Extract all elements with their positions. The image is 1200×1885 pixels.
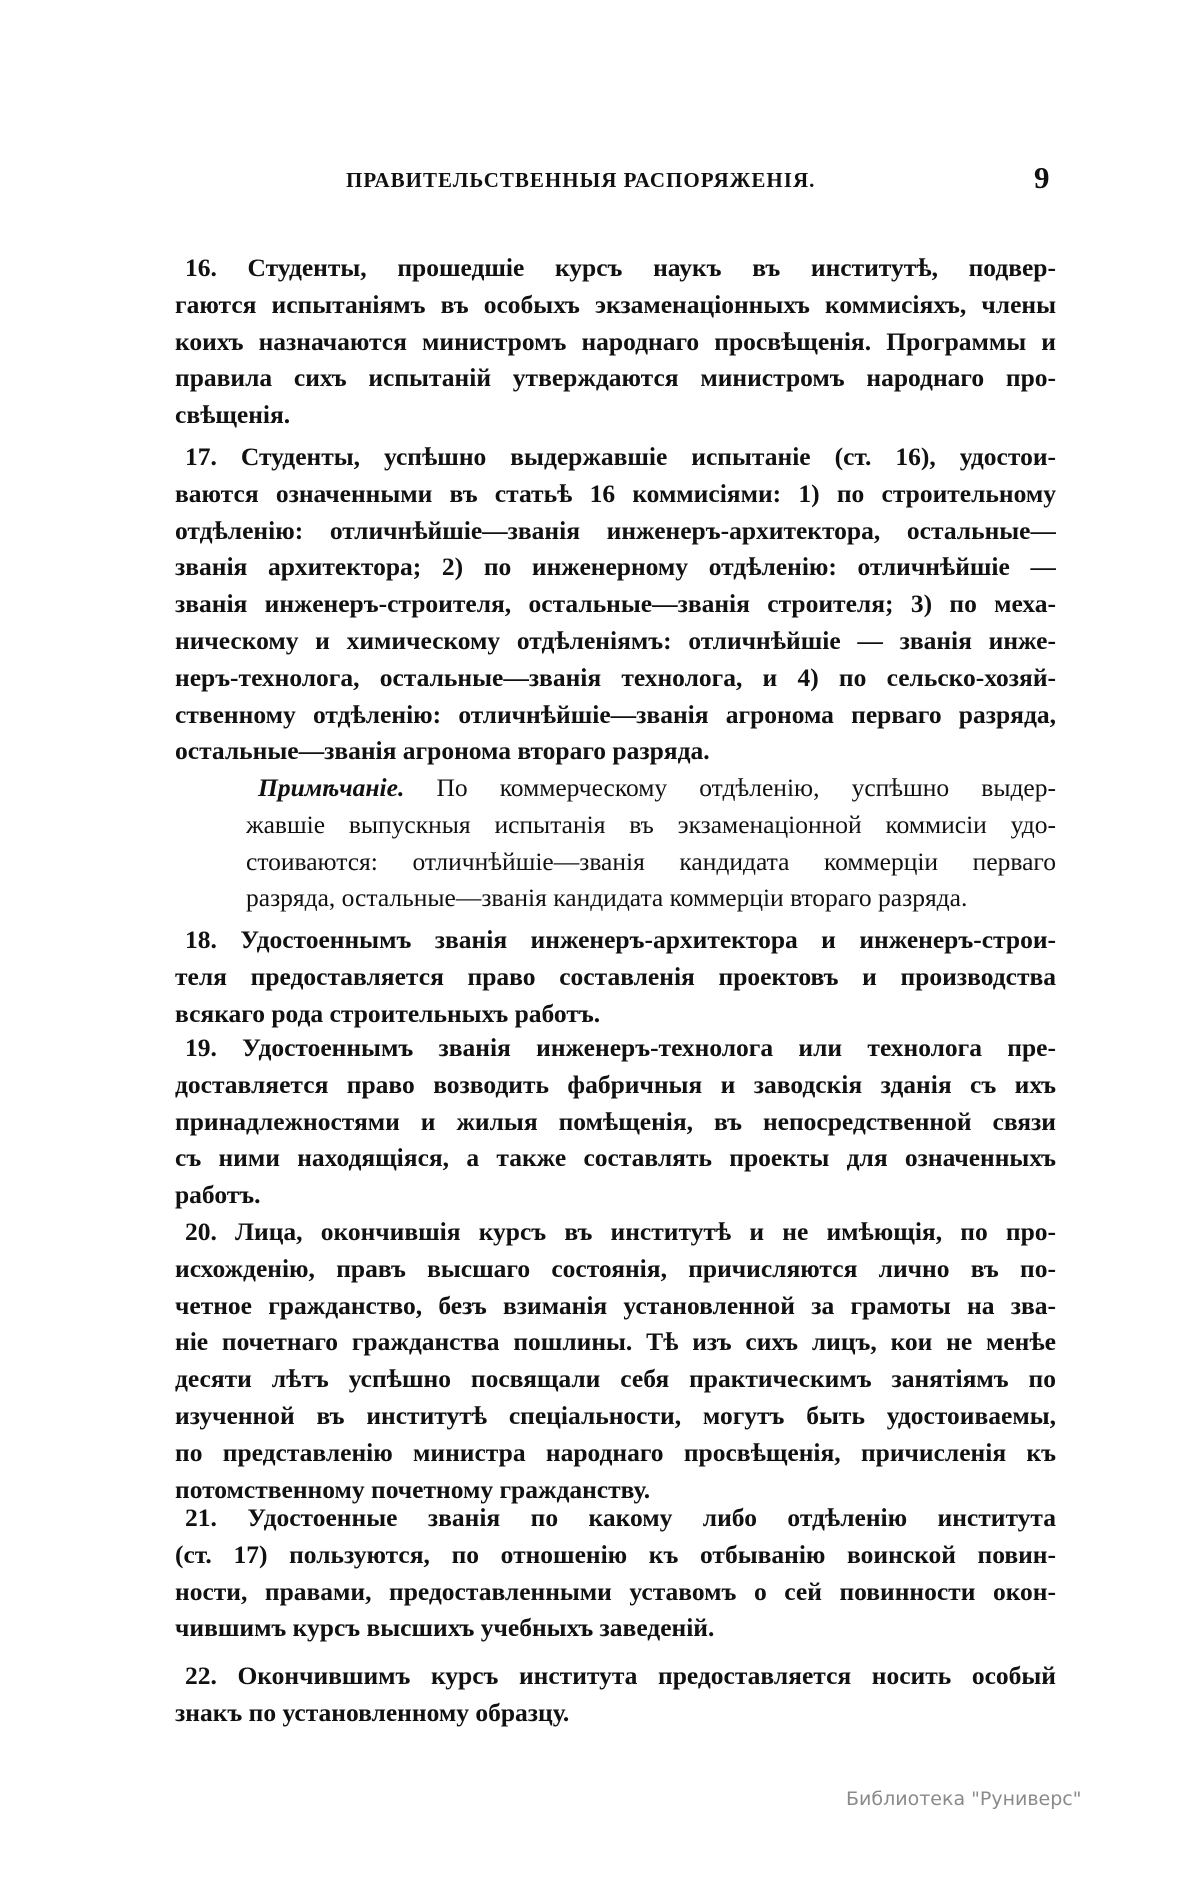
text-line: 19. Удостоеннымъ званія инженеръ-технолога или технолога пре- [185, 1033, 1056, 1062]
text-line: ническому и химическому отдѣленіямъ: отличнѣйшіе — званія инже- [175, 625, 1056, 655]
text-line: теля предоставляется право составленія проектовъ и производства [175, 961, 1056, 991]
text-line: гаются испытаніямъ въ особыхъ экзаменаціонныхъ коммисіяхъ, члены [175, 289, 1056, 319]
note-line: жавшіе выпускныя испытанія въ экзаменаціонной коммисіи удо- [246, 809, 1056, 839]
article-19 [175, 1030, 1056, 1214]
text-line: отдѣленію: отличнѣйшіе—званія инженеръ-архитектора, остальные— [175, 515, 1056, 545]
library-watermark: Библиотека "Руниверс" [846, 1788, 1082, 1810]
text-line: четное гражданство, безъ взиманія установленной за грамоты на зва- [175, 1290, 1056, 1320]
text-line: принадлежностями и жилыя помѣщенія, въ непосредственной связи [175, 1106, 1056, 1136]
text-line: 20. Лица, окончившія курсъ въ институтѣ и не имѣющія, по про- [185, 1217, 1056, 1246]
note-line: разряда, остальные—званія кандидата коммерціи втораго разряда. [246, 883, 968, 913]
text-line: 21. Удостоенные званія по какому либо отдѣленію института [185, 1503, 1056, 1532]
running-header: ПРАВИТЕЛЬСТВЕННЫЯ РАСПОРЯЖЕНІЯ. [346, 168, 816, 192]
article-18 [175, 922, 1056, 1032]
article-17 [175, 439, 1056, 770]
text-line: 17. Студенты, успѣшно выдержавшіе испытаніе (ст. 16), удостои- [185, 442, 1056, 471]
text-line: ности, правами, предоставленными уставомъ о сей повинности окон- [175, 1576, 1056, 1606]
note-line [246, 770, 1056, 807]
text-line: званія инженеръ-строителя, остальные—званія строителя; 3) по меха- [175, 589, 1056, 619]
text-line: доставляется право возводить фабричныя и заводскія зданія съ ихъ [175, 1069, 1056, 1099]
text-line: коихъ назначаются министромъ народнаго просвѣщенія. Программы и [175, 326, 1056, 356]
note-label: Примѣчаніе. [258, 773, 405, 802]
article-22 [175, 1658, 1056, 1732]
text-line: званія архитектора; 2) по инженерному отдѣленію: отличнѣйшіе — [175, 552, 1056, 582]
text-line: чившимъ курсъ высшихъ учебныхъ заведеній. [175, 1613, 715, 1643]
article-20 [175, 1214, 1056, 1508]
text-line: съ ними находящіяся, а также составлять проекты для означенныхъ [175, 1143, 1056, 1173]
text-line: ваются означенными въ статьѣ 16 коммисіями: 1) по строительному [175, 478, 1056, 508]
text-line: знакъ по установленному образцу. [175, 1697, 570, 1727]
article-16 [175, 250, 1056, 434]
text-line: неръ-технолога, остальные—званія технолога, и 4) по сельско-хозяй- [175, 662, 1056, 692]
note-text: По коммерческому отдѣленію, успѣшно выдер- [404, 773, 1056, 802]
text-line: десяти лѣтъ успѣшно посвящали себя практическимъ занятіямъ по [175, 1364, 1056, 1394]
text-line: всякаго рода строительныхъ работъ. [175, 998, 601, 1028]
text-line: потомственному почетному гражданству. [175, 1474, 651, 1504]
text-line: 18. Удостоеннымъ званія инженеръ-архитектора и инженеръ-строи- [185, 925, 1056, 954]
article-21 [175, 1500, 1056, 1647]
note-line: стоиваются: отличнѣйшіе—званія кандидата коммерціи перваго [246, 846, 1056, 876]
text-line: ственному отдѣленію: отличнѣйшіе—званія агронома перваго разряда, [175, 699, 1056, 729]
text-line: остальные—званія агронома втораго разряда. [175, 736, 710, 766]
text-line: 16. Студенты, прошедшіе курсъ наукъ въ институтѣ, подвер- [185, 253, 1056, 282]
note-block [246, 770, 1056, 917]
text-line: изученной въ институтѣ спеціальности, могутъ быть удостоиваемы, [175, 1400, 1056, 1430]
text-line: исхожденію, правъ высшаго состоянія, причисляются лично въ по- [175, 1253, 1056, 1283]
text-line: свѣщенія. [175, 400, 291, 430]
text-line: работъ. [175, 1180, 261, 1210]
text-line: по представленію министра народнаго просвѣщенія, причисленія къ [175, 1437, 1056, 1467]
text-line: (ст. 17) пользуются, по отношенію къ отбыванію воинской повин- [175, 1539, 1056, 1569]
text-line: 22. Окончившимъ курсъ института предоставляется носить особый [185, 1661, 1056, 1690]
text-line: правила сихъ испытаній утверждаются министромъ народнаго про- [175, 363, 1056, 393]
page-number: 9 [1034, 160, 1050, 195]
text-line: ніе почетнаго гражданства пошлины. Тѣ изъ сихъ лицъ, кои не менѣе [175, 1327, 1056, 1357]
